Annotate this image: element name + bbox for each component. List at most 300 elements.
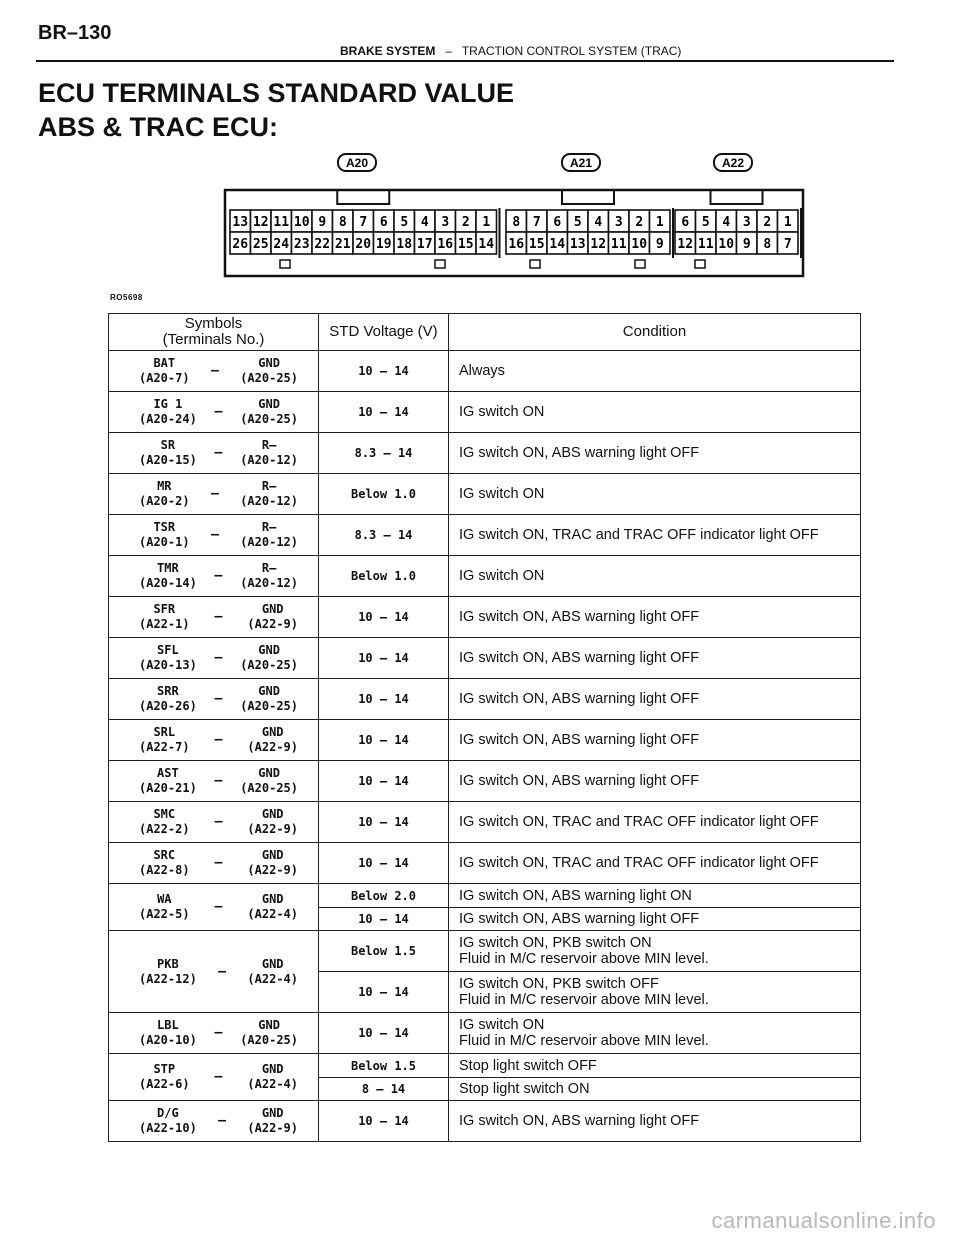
symbols-header-line-1: Symbols <box>184 315 243 332</box>
terminal-dash: – <box>214 444 223 461</box>
condition-line-2: Fluid in M/C reservoir above MIN level. <box>459 992 709 1008</box>
table-row <box>109 1054 861 1078</box>
ground-terminal <box>240 561 298 591</box>
condition-line-1: Stop light switch OFF <box>459 1057 597 1074</box>
condition-cell <box>449 1054 861 1078</box>
condition-line-1: IG switch ON, ABS warning light OFF <box>459 732 700 748</box>
std-voltage: 10 – 14 <box>319 761 449 802</box>
pin-number: 10 <box>718 237 735 252</box>
std-voltage: 8 – 14 <box>319 1078 449 1101</box>
pin-number: 15 <box>528 237 545 252</box>
connector-label <box>562 154 600 171</box>
title-line-1: ECU TERMINALS STANDARD VALUE <box>38 78 514 108</box>
pin-number: 11 <box>610 237 627 252</box>
terminal-number: (A20-25) <box>240 1033 298 1047</box>
pin-number: 7 <box>783 237 792 252</box>
table-row <box>109 638 861 679</box>
terminal-number: (A22-12) <box>139 971 197 986</box>
pin-number: 2 <box>763 215 772 230</box>
ground-terminal <box>240 397 298 427</box>
condition-cell <box>449 1078 861 1101</box>
symbol-pair <box>109 1106 318 1136</box>
positive-terminal <box>139 397 197 427</box>
table-row <box>109 802 861 843</box>
ground-terminal <box>247 602 298 632</box>
terminal-number: (A20-21) <box>139 781 197 795</box>
terminal-number: (A22-4) <box>247 1077 298 1091</box>
positive-terminal <box>139 957 197 987</box>
pin-number: 23 <box>293 237 310 252</box>
pin-number: 1 <box>783 215 792 230</box>
table-row <box>109 843 861 884</box>
terminal-number: (A22-9) <box>247 1121 298 1135</box>
symbol-pair <box>109 561 318 591</box>
ground-terminal <box>247 957 298 987</box>
terminal-symbol: GND <box>261 956 284 971</box>
condition-cell <box>449 908 861 931</box>
pin-number: 16 <box>508 237 525 252</box>
ground-terminal <box>240 479 298 509</box>
terminal-symbol: PKB <box>157 956 179 971</box>
page-title <box>38 76 514 144</box>
symbol-pair <box>109 725 318 755</box>
pin-number: 10 <box>631 237 648 252</box>
positive-terminal <box>139 643 197 673</box>
terminal-symbol: GND <box>258 356 280 370</box>
positive-terminal <box>139 725 190 755</box>
terminal-symbol: GND <box>261 1062 284 1076</box>
terminal-number: (A20-12) <box>240 576 298 590</box>
ground-terminal <box>247 892 298 922</box>
terminal-number: (A20-13) <box>139 658 197 672</box>
terminal-symbol: LBL <box>157 1018 179 1032</box>
pin-number: 19 <box>375 237 392 252</box>
terminal-symbol: GND <box>261 807 284 821</box>
positive-terminal <box>139 684 197 714</box>
terminal-number: (A22-4) <box>247 971 298 986</box>
std-voltage: 10 – 14 <box>319 351 449 392</box>
terminal-symbols <box>109 556 319 597</box>
std-voltage: 10 – 14 <box>319 720 449 761</box>
condition-cell <box>449 972 861 1013</box>
ground-terminal <box>240 1018 298 1048</box>
pin-number: 9 <box>655 237 664 252</box>
std-voltage: 8.3 – 14 <box>319 515 449 556</box>
condition-line-1: IG switch ON, ABS warning light OFF <box>459 691 700 707</box>
table-row <box>109 556 861 597</box>
table-row <box>109 679 861 720</box>
connector-key <box>635 260 645 268</box>
terminal-symbol: AST <box>157 766 179 780</box>
watermark: carmanualsonline.info <box>711 1208 936 1233</box>
table-row <box>109 884 861 908</box>
pin-number: 11 <box>697 237 714 252</box>
table-row <box>109 433 861 474</box>
pin-number: 8 <box>512 215 521 230</box>
terminal-dash: – <box>214 690 223 707</box>
terminal-number: (A20-12) <box>240 535 298 549</box>
connector-latch <box>711 190 763 204</box>
symbol-pair <box>109 438 318 468</box>
terminal-number: (A20-14) <box>139 576 197 590</box>
terminal-symbol: R– <box>261 438 277 452</box>
ground-terminal <box>240 438 298 468</box>
terminal-symbol: GND <box>258 766 280 780</box>
pin-number: 3 <box>742 215 751 230</box>
section-separator: – <box>445 44 453 58</box>
terminal-symbol: R– <box>261 520 277 534</box>
condition-line-1: IG switch ON, ABS warning light OFF <box>459 911 700 927</box>
condition-line-1: IG switch ON, ABS warning light ON <box>459 887 692 904</box>
pin-number: 9 <box>318 215 327 230</box>
positive-terminal <box>139 1018 197 1048</box>
terminal-symbol: R– <box>261 479 277 493</box>
voltage-header: STD Voltage (V) <box>319 314 449 351</box>
terminal-dash: – <box>214 772 223 789</box>
ground-terminal <box>247 725 298 755</box>
condition-line-1: IG switch ON <box>459 568 545 584</box>
table-row <box>109 1101 861 1142</box>
condition-cell <box>449 638 861 679</box>
terminal-number: (A22-10) <box>139 1121 197 1135</box>
terminal-symbol: GND <box>258 1018 280 1032</box>
symbol-pair <box>109 957 318 987</box>
header-divider <box>36 60 894 62</box>
terminal-symbols <box>109 392 319 433</box>
pin-number: 16 <box>437 237 454 252</box>
condition-cell <box>449 761 861 802</box>
terminal-symbol: GND <box>261 848 284 862</box>
terminal-number: (A20-24) <box>139 412 197 426</box>
pin-number: 1 <box>655 215 664 230</box>
terminal-dash: – <box>214 731 223 748</box>
pin-number: 4 <box>420 215 429 230</box>
pin-number: 10 <box>293 215 310 230</box>
condition-line-1: IG switch ON <box>459 1017 545 1033</box>
positive-terminal <box>139 602 190 632</box>
terminal-number: (A20-15) <box>139 453 197 467</box>
pin-number: 22 <box>314 237 331 252</box>
positive-terminal <box>139 1062 190 1092</box>
connector-label-text: A20 <box>345 156 369 170</box>
pin-number: 24 <box>273 237 290 252</box>
positive-terminal <box>139 1106 197 1136</box>
symbols-header <box>109 314 319 351</box>
std-voltage: 10 – 14 <box>319 908 449 931</box>
terminal-dash: – <box>214 649 223 666</box>
symbol-pair <box>109 684 318 714</box>
ground-terminal <box>240 643 298 673</box>
terminal-number: (A22-2) <box>139 822 190 836</box>
terminal-dash: – <box>217 1112 227 1129</box>
terminal-symbol: GND <box>261 1106 284 1120</box>
std-voltage: 8.3 – 14 <box>319 433 449 474</box>
terminal-number: (A20-26) <box>139 699 197 713</box>
condition-line-1: IG switch ON <box>459 486 545 502</box>
terminal-symbol: R– <box>261 561 277 575</box>
terminal-dash: – <box>214 898 223 915</box>
pin-number: 4 <box>594 215 603 230</box>
terminal-symbol: SMC <box>153 807 176 821</box>
terminal-symbol: SRC <box>153 848 176 862</box>
symbols-header-line-2: (Terminals No.) <box>162 331 265 348</box>
terminal-number: (A20-2) <box>139 494 190 508</box>
symbol-pair <box>109 397 318 427</box>
std-voltage: Below 1.5 <box>319 1054 449 1078</box>
pin-number: 6 <box>681 215 690 230</box>
condition-cell <box>449 597 861 638</box>
terminal-symbol: STP <box>153 1062 176 1076</box>
table-row <box>109 474 861 515</box>
terminal-symbols <box>109 351 319 392</box>
pin-number: 9 <box>742 237 751 252</box>
ground-terminal <box>240 520 298 550</box>
pin-number: 13 <box>569 237 586 252</box>
condition-cell <box>449 1013 861 1054</box>
pin-number: 15 <box>457 237 474 252</box>
terminal-symbol: GND <box>258 643 280 657</box>
ground-terminal <box>247 1106 298 1136</box>
pin-number: 5 <box>400 215 409 230</box>
terminal-dash: – <box>214 1068 223 1085</box>
terminal-symbols <box>109 638 319 679</box>
condition-line-1: IG switch ON, ABS warning light OFF <box>459 650 700 666</box>
pin-number: 7 <box>532 215 541 230</box>
terminal-symbols <box>109 597 319 638</box>
table-row <box>109 931 861 972</box>
pin-number: 5 <box>701 215 710 230</box>
terminal-number: (A22-7) <box>139 740 190 754</box>
table-row <box>109 515 861 556</box>
condition-cell <box>449 433 861 474</box>
ground-terminal <box>240 766 298 796</box>
terminal-number: (A20-1) <box>139 535 190 549</box>
condition-cell <box>449 931 861 972</box>
std-voltage: 10 – 14 <box>319 638 449 679</box>
terminal-dash: – <box>214 567 223 584</box>
pin-number: 1 <box>482 215 491 230</box>
condition-cell <box>449 843 861 884</box>
terminal-symbols <box>109 720 319 761</box>
condition-line-1: Always <box>459 363 505 379</box>
section-name: BRAKE SYSTEM <box>340 44 436 58</box>
terminal-number: (A20-25) <box>240 658 298 672</box>
terminal-number: (A22-9) <box>247 740 298 754</box>
ground-terminal <box>247 807 298 837</box>
connector-key <box>695 260 705 268</box>
condition-cell <box>449 884 861 908</box>
title-line-2: ABS & TRAC ECU: <box>38 112 278 142</box>
connector-label <box>714 154 752 171</box>
pin-number: 11 <box>273 215 290 230</box>
std-voltage: 10 – 14 <box>319 972 449 1013</box>
symbol-pair <box>109 602 318 632</box>
terminal-symbol: SR <box>160 438 176 452</box>
terminal-dash: – <box>214 608 223 625</box>
symbol-pair <box>109 807 318 837</box>
pin-number: 2 <box>635 215 644 230</box>
condition-cell <box>449 679 861 720</box>
connector-latch <box>337 190 389 204</box>
condition-line-1: IG switch ON <box>459 404 545 420</box>
connector-key <box>280 260 290 268</box>
terminal-symbol: SRL <box>153 725 176 739</box>
terminal-symbols <box>109 843 319 884</box>
terminal-symbol: SRR <box>157 684 179 698</box>
terminal-symbol: GND <box>261 725 284 739</box>
condition-line-1: IG switch ON, PKB switch ON <box>459 935 652 951</box>
terminal-symbols <box>109 433 319 474</box>
pin-number: 12 <box>677 237 694 252</box>
condition-line-1: IG switch ON, ABS warning light OFF <box>459 773 700 789</box>
positive-terminal <box>139 807 190 837</box>
terminal-dash: – <box>210 485 220 502</box>
connector-label <box>338 154 376 171</box>
terminal-dash: – <box>214 403 223 420</box>
terminal-dash: – <box>210 362 220 379</box>
terminal-symbol: GND <box>258 397 280 411</box>
terminal-number: (A22-8) <box>139 863 190 877</box>
symbol-pair <box>109 356 318 386</box>
condition-line-1: Stop light switch ON <box>459 1081 590 1097</box>
connector-label-text: A21 <box>569 156 593 170</box>
terminal-symbol: D/G <box>157 1106 179 1120</box>
terminal-symbol: GND <box>258 684 280 698</box>
terminal-dash: – <box>214 854 223 871</box>
terminal-number: (A22-1) <box>139 617 190 631</box>
condition-cell <box>449 351 861 392</box>
table-row <box>109 761 861 802</box>
pin-number: 8 <box>338 215 347 230</box>
connector-label-text: A22 <box>721 156 745 170</box>
condition-line-1: IG switch ON, TRAC and TRAC OFF indicator light OFF <box>459 527 819 543</box>
positive-terminal <box>139 561 197 591</box>
std-voltage: 10 – 14 <box>319 843 449 884</box>
condition-line-1: IG switch ON, ABS warning light OFF <box>459 445 700 461</box>
positive-terminal <box>139 356 190 386</box>
pin-number: 18 <box>396 237 413 252</box>
pin-number: 8 <box>763 237 772 252</box>
symbol-pair <box>109 643 318 673</box>
terminal-symbols <box>109 1101 319 1142</box>
std-voltage: 10 – 14 <box>319 597 449 638</box>
terminal-number: (A20-25) <box>240 699 298 713</box>
figure-code: RO5698 <box>110 293 143 302</box>
subsection-name: TRACTION CONTROL SYSTEM (TRAC) <box>461 44 682 58</box>
condition-cell <box>449 802 861 843</box>
condition-cell <box>449 392 861 433</box>
terminal-number: (A20-25) <box>240 412 298 426</box>
table-row <box>109 1013 861 1054</box>
condition-cell <box>449 515 861 556</box>
positive-terminal <box>139 438 197 468</box>
connector-key <box>435 260 445 268</box>
symbol-pair <box>109 1018 318 1048</box>
table-row <box>109 392 861 433</box>
std-voltage: 10 – 14 <box>319 802 449 843</box>
page-number: BR–130 <box>38 22 112 44</box>
pin-number: 12 <box>252 215 269 230</box>
pin-number: 6 <box>553 215 562 230</box>
terminal-symbols <box>109 761 319 802</box>
std-voltage: Below 2.0 <box>319 884 449 908</box>
symbol-pair <box>109 766 318 796</box>
ground-terminal <box>247 1062 298 1092</box>
terminal-symbol: WA <box>157 892 172 906</box>
positive-terminal <box>139 766 197 796</box>
pin-number: 17 <box>416 237 433 252</box>
pin-number: 4 <box>722 215 731 230</box>
terminal-symbol: BAT <box>153 356 176 370</box>
terminal-number: (A20-25) <box>240 371 298 385</box>
condition-line-1: IG switch ON, ABS warning light OFF <box>459 609 700 625</box>
symbol-pair <box>109 1062 318 1092</box>
ecu-connector-diagram <box>220 150 810 280</box>
terminal-dash: – <box>217 962 227 980</box>
pin-number: 13 <box>232 215 249 230</box>
std-voltage: 10 – 14 <box>319 392 449 433</box>
positive-terminal <box>139 479 190 509</box>
condition-cell <box>449 720 861 761</box>
terminal-symbols <box>109 1054 319 1101</box>
terminal-symbol: TMR <box>157 561 179 575</box>
pin-number: 20 <box>355 237 372 252</box>
terminal-symbol: SFR <box>153 602 176 616</box>
std-voltage: Below 1.5 <box>319 931 449 972</box>
terminal-symbol: IG 1 <box>153 397 183 411</box>
terminal-number: (A20-25) <box>240 781 298 795</box>
pin-number: 6 <box>379 215 388 230</box>
condition-line-2: Fluid in M/C reservoir above MIN level. <box>459 1033 709 1049</box>
terminal-number: (A22-9) <box>247 863 298 877</box>
terminal-symbol: GND <box>261 602 284 616</box>
terminal-value-table <box>108 313 861 1142</box>
condition-cell <box>449 556 861 597</box>
terminal-dash: – <box>210 526 220 543</box>
terminal-number: (A20-10) <box>139 1033 197 1047</box>
terminal-symbols <box>109 931 319 1013</box>
terminal-symbols <box>109 802 319 843</box>
pin-number: 3 <box>441 215 450 230</box>
terminal-symbol: GND <box>261 892 284 906</box>
terminal-number: (A22-9) <box>247 822 298 836</box>
terminal-number: (A20-12) <box>240 453 298 467</box>
terminal-symbols <box>109 679 319 720</box>
condition-line-1: IG switch ON, TRAC and TRAC OFF indicator light OFF <box>459 814 819 830</box>
condition-header: Condition <box>449 314 861 351</box>
positive-terminal <box>139 848 190 878</box>
ground-terminal <box>240 684 298 714</box>
symbol-pair <box>109 520 318 550</box>
terminal-number: (A22-4) <box>247 907 298 921</box>
pin-number: 14 <box>549 237 566 252</box>
ground-terminal <box>247 848 298 878</box>
condition-cell <box>449 1101 861 1142</box>
positive-terminal <box>139 520 190 550</box>
terminal-symbol: SFL <box>157 643 179 657</box>
table-row <box>109 351 861 392</box>
connector-key <box>530 260 540 268</box>
condition-line-1: IG switch ON, ABS warning light OFF <box>459 1113 700 1129</box>
std-voltage: 10 – 14 <box>319 679 449 720</box>
connector-latch <box>562 190 614 204</box>
pin-number: 21 <box>334 237 351 252</box>
pin-number: 12 <box>590 237 607 252</box>
ground-terminal <box>240 356 298 386</box>
terminal-symbols <box>109 515 319 556</box>
terminal-symbol: MR <box>157 479 172 493</box>
terminal-symbols <box>109 884 319 931</box>
